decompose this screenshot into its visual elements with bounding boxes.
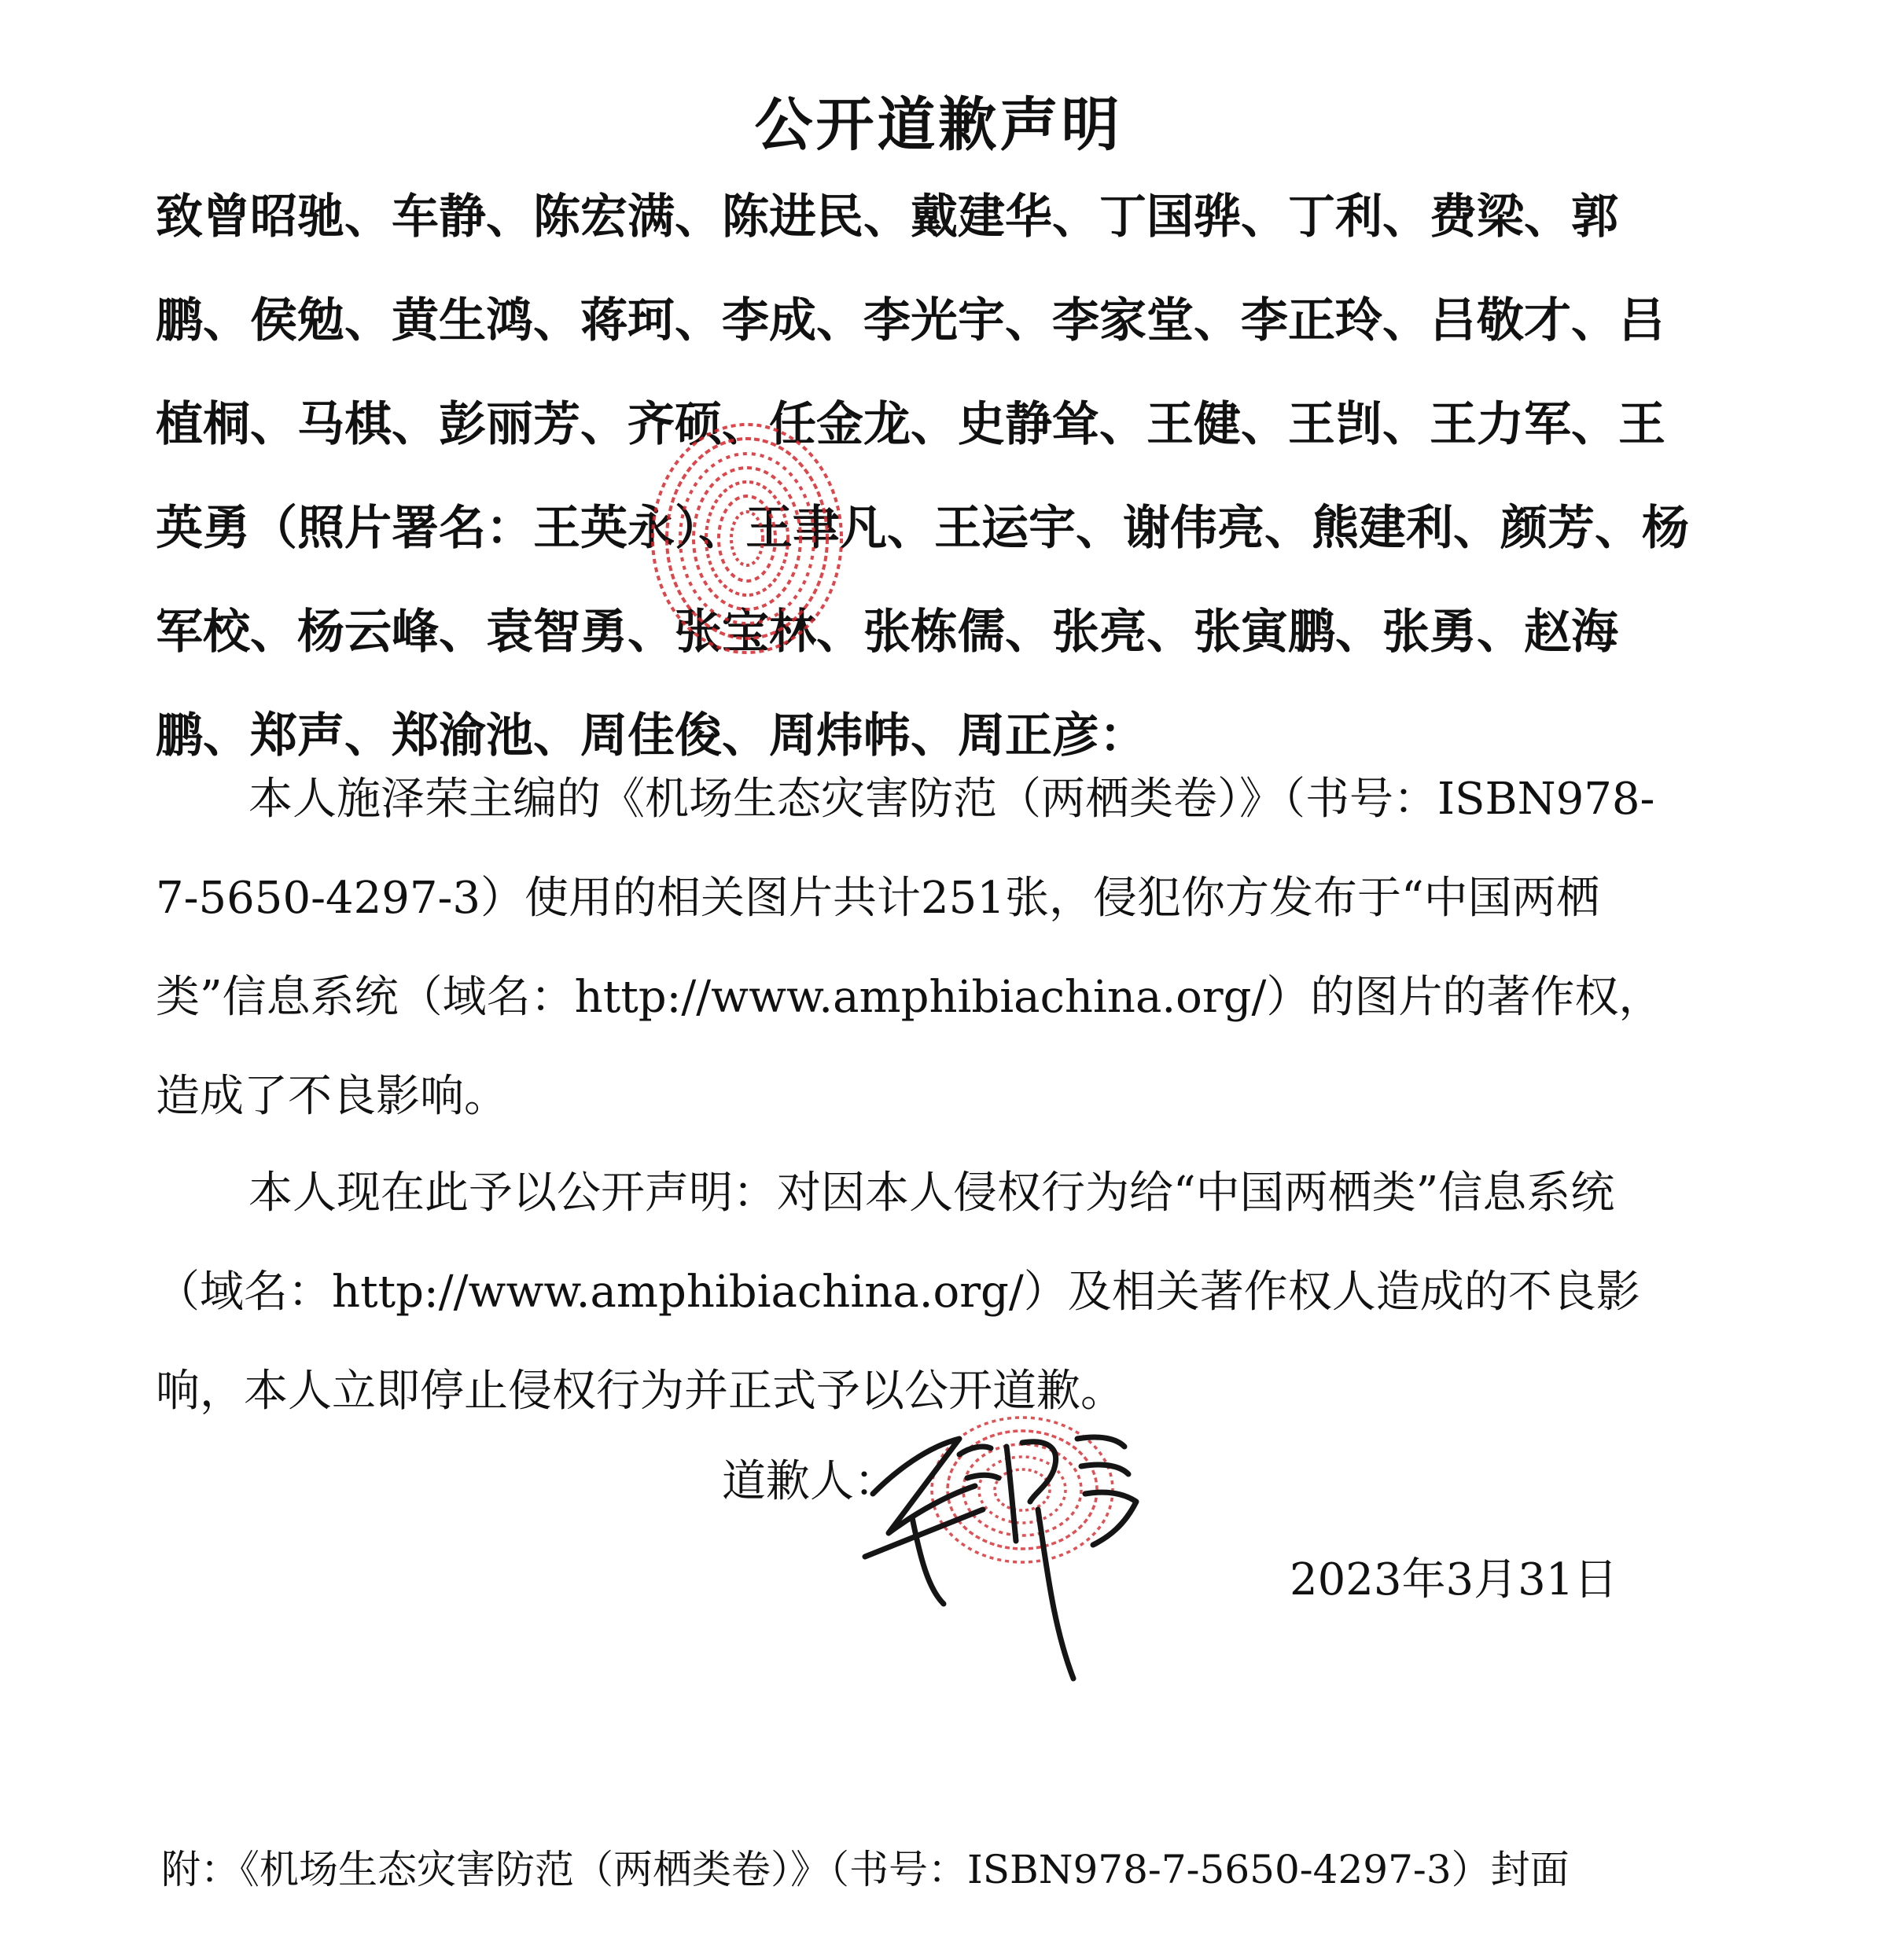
thumbprint-seal	[629, 401, 857, 660]
document-title: 公开道歉声明	[754, 91, 1123, 159]
document-date: 2023年3月31日	[1290, 1554, 1618, 1605]
signer-label: 道歉人：	[722, 1456, 898, 1507]
attachment-note: 附：《机场生态灾害防范（两栖类卷）》（书号：ISBN978-7-5650-4297-3）封面	[161, 1847, 1570, 1892]
body-paragraph-2: 本人现在此予以公开声明：对因本人侵权行为给“中国两栖类”信息系统（域名：http://www.amphibiachina.org/）及相关著作权人造成的不良影响，本人立即停止侵权行为并正式予以公开道歉。	[156, 1168, 1640, 1417]
addressee-list: 致曾昭驰、车静、陈宏满、陈进民、戴建华、丁国骅、丁利、费梁、郭鹏、侯勉、黄生鸿、蒋珂、李成、李光宇、李家堂、李正玲、吕敬才、吕植桐、马棋、彭丽芳、齐硕、任金龙、史静耸、王健、王剀、王力军、王英勇（照片署名：王英永）、王聿凡、王运宇、谢伟亮、熊建利、颜芳、杨军校、杨云峰、袁智勇、张宝林、张栋儒、张亮、张寅鹏、张勇、赵海鹏、郑声、郑渝池、周佳俊、周炜帏、周正彦：	[156, 189, 1689, 763]
handwritten-signature	[841, 1399, 1172, 1682]
body-paragraph-1: 本人施泽荣主编的《机场生态灾害防范（两栖类卷）》（书号：ISBN978-7-5650-4297-3）使用的相关图片共计251张，侵犯你方发布于“中国两栖类”信息系统（域名：http://www.amphibiachina.org/）的图片的著作权，造成了不良影响。	[156, 774, 1663, 1122]
